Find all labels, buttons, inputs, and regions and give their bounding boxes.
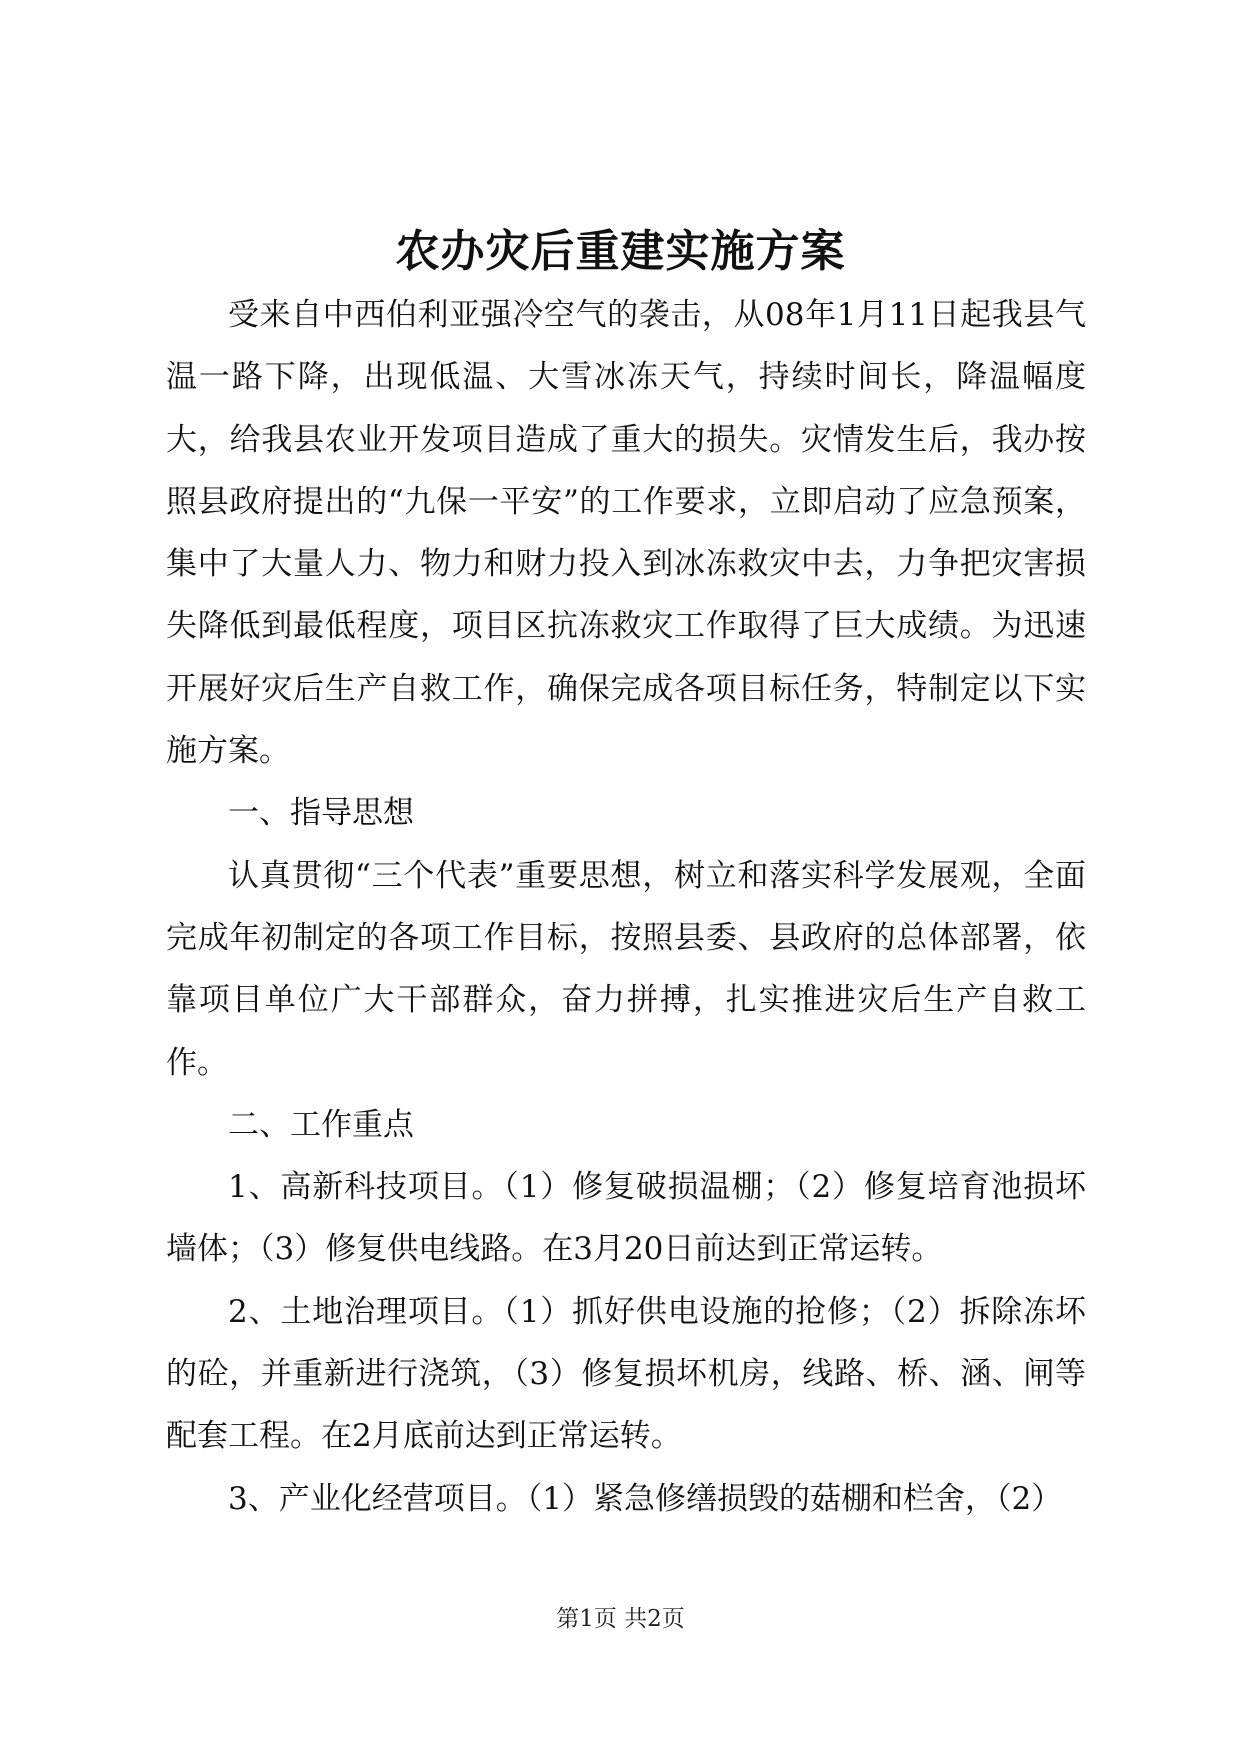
document-body xyxy=(166,284,1086,1530)
section-heading-guiding-ideology: 一、指导思想 xyxy=(228,795,414,832)
document-title: 农办灾后重建实施方案 xyxy=(395,226,846,277)
work-item-industrialization: 3、产业化经营项目。（1）紧急修缮损毁的菇棚和栏舍，（2） xyxy=(228,1480,1063,1517)
work-item-high-tech: 1、高新科技项目。（1）修复破损温棚；（2）修复培育池损坏墙体；（3）修复供电线路。在3月20日前达到正常运转。 xyxy=(166,1169,1086,1268)
page-number-footer: 第1页 共2页 xyxy=(556,1606,685,1632)
intro-paragraph: 受来自中西伯利亚强冷空气的袭击，从08年1月11日起我县气温一路下降，出现低温、大雪冰冻天气，持续时间长，降温幅度大，给我县农业开发项目造成了重大的损失。灾情发生后，我办按照县政府提出的“九保一平安”的工作要求，立即启动了应急预案，集中了大量人力、物力和财力投入到冰冻救灾中去，力争把灾害损失降低到最低程度，项目区抗冻救灾工作取得了巨大成绩。为迅速开展好灾后生产自救工作，确保完成各项目标任务，特制定以下实施方案。 xyxy=(166,297,1086,770)
guiding-ideology-paragraph: 认真贯彻“三个代表”重要思想，树立和落实科学发展观，全面完成年初制定的各项工作目标，按照县委、县政府的总体部署，依靠项目单位广大干部群众，奋力拼搏，扎实推进灾后生产自救工作。 xyxy=(166,857,1086,1081)
section-heading-work-focus: 二、工作重点 xyxy=(228,1106,414,1143)
work-item-land-management: 2、土地治理项目。（1）抓好供电设施的抢修；（2）拆除冻坏的砼，并重新进行浇筑，（3）修复损坏机房，线路、桥、涵、闸等配套工程。在2月底前达到正常运转。 xyxy=(166,1293,1086,1455)
